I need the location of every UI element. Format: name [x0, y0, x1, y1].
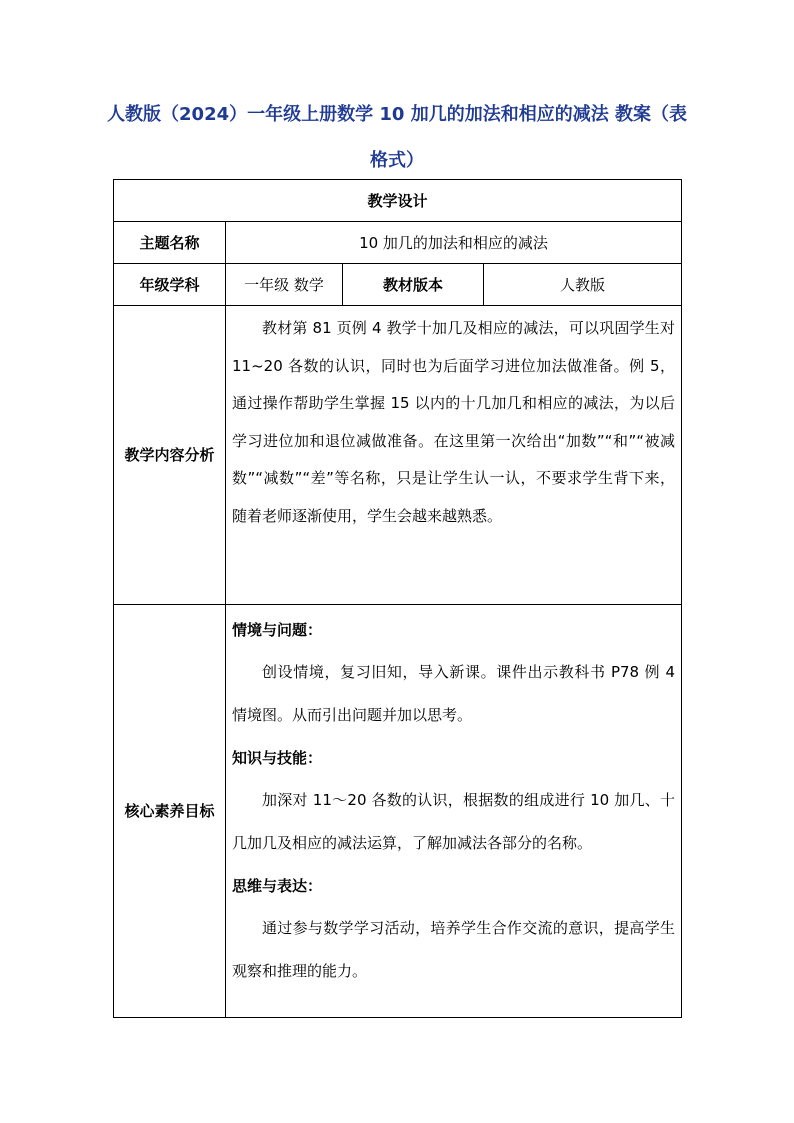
core-goals-row	[114, 605, 682, 1018]
lesson-plan-table	[113, 179, 682, 1018]
content-analysis-cell	[226, 306, 682, 605]
table-header-row	[114, 180, 682, 222]
table-header: 教学设计	[114, 180, 682, 222]
edition-label: 教材版本	[343, 264, 484, 306]
grade-label: 年级学科	[114, 264, 226, 306]
grade-row	[114, 264, 682, 306]
goal-section-body: 加深对 11～20 各数的认识，根据数的组成进行 10 加几、十几加几及相应的减法运算，了解加减法各部分的名称。	[232, 791, 676, 852]
topic-label: 主题名称	[114, 222, 226, 264]
content-analysis-text: 教材第 81 页例 4 教学十加几及相应的减法，可以巩固学生对 11~20 各数的认识，同时也为后面学习进位加法做准备。例 5，通过操作帮助学生掌握 15 以内的十几加几和相应的减法，为以后学习进位加和退位减做准备。在这里第一次给出“加数”“和”“被减数”“减数”“差”等名称，只是让学生认一认，不要求学生背下来，随着老师逐渐使用，学生会越来越熟悉。	[232, 319, 676, 525]
grade-value: 一年级 数学	[226, 264, 343, 306]
core-goals-cell	[226, 605, 682, 1018]
content-analysis-row	[114, 306, 682, 605]
document-title: 人教版（2024）一年级上册数学 10 加几的加法和相应的减法 教案（表格式）	[107, 104, 687, 171]
goal-section-heading: 思维与表达：	[232, 877, 323, 895]
goal-section-heading: 知识与技能：	[232, 749, 323, 767]
topic-value: 10 加几的加法和相应的减法	[226, 222, 682, 264]
goal-section-body: 创设情境，复习旧知，导入新课。课件出示教科书 P78 例 4 情境图。从而引出问题并加以思考。	[232, 663, 676, 724]
content-analysis-label: 教学内容分析	[114, 306, 226, 605]
edition-value: 人教版	[484, 264, 682, 306]
core-goals-label: 核心素养目标	[114, 605, 226, 1018]
goal-section-body: 通过参与数学学习活动，培养学生合作交流的意识，提高学生观察和推理的能力。	[232, 919, 676, 980]
topic-row	[114, 222, 682, 264]
goal-section-heading: 情境与问题：	[232, 621, 323, 639]
